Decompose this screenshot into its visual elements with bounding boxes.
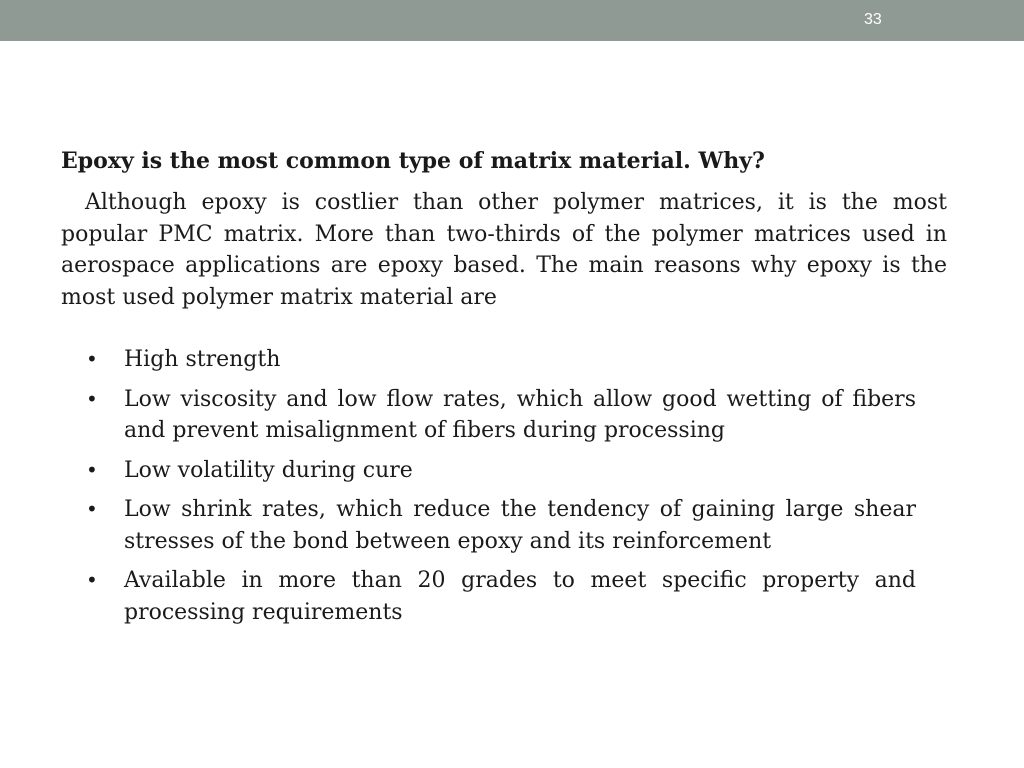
list-item bbox=[61, 565, 916, 628]
bullet-icon: • bbox=[86, 347, 98, 371]
list-item-text: Low shrink rates, which reduce the tendency of gaining large shear stresses of the bond between epoxy and its reinforcement bbox=[124, 497, 916, 554]
section-heading: Epoxy is the most common type of matrix material. Why? bbox=[61, 148, 765, 174]
bullet-icon: • bbox=[86, 497, 98, 521]
top-bar bbox=[0, 0, 1024, 41]
list-item bbox=[61, 455, 916, 487]
bullet-icon: • bbox=[86, 568, 98, 592]
intro-paragraph: Although epoxy is costlier than other polymer matrices, it is the most popular PMC matrix. More than two-thirds of the polymer matrices used in aerospace applications are epoxy based. The main reasons why epoxy is the most used polymer matrix material are bbox=[61, 190, 947, 310]
bullet-icon: • bbox=[86, 386, 98, 411]
list-item bbox=[61, 344, 916, 376]
page-number: 33 bbox=[864, 11, 882, 28]
list-item bbox=[61, 384, 916, 447]
list-item-text: Low volatility during cure bbox=[124, 457, 413, 483]
list-item bbox=[61, 494, 916, 557]
list-item-text: High strength bbox=[124, 347, 281, 372]
slide-content bbox=[61, 146, 947, 636]
list-item-text: Available in more than 20 grades to meet specific property and processing requirements bbox=[124, 568, 916, 625]
reasons-list bbox=[61, 344, 916, 628]
bullet-icon: • bbox=[86, 457, 98, 482]
list-item-text: Low viscosity and low flow rates, which allow good wetting of fibers and prevent misalignment of fibers during processing bbox=[124, 386, 916, 443]
